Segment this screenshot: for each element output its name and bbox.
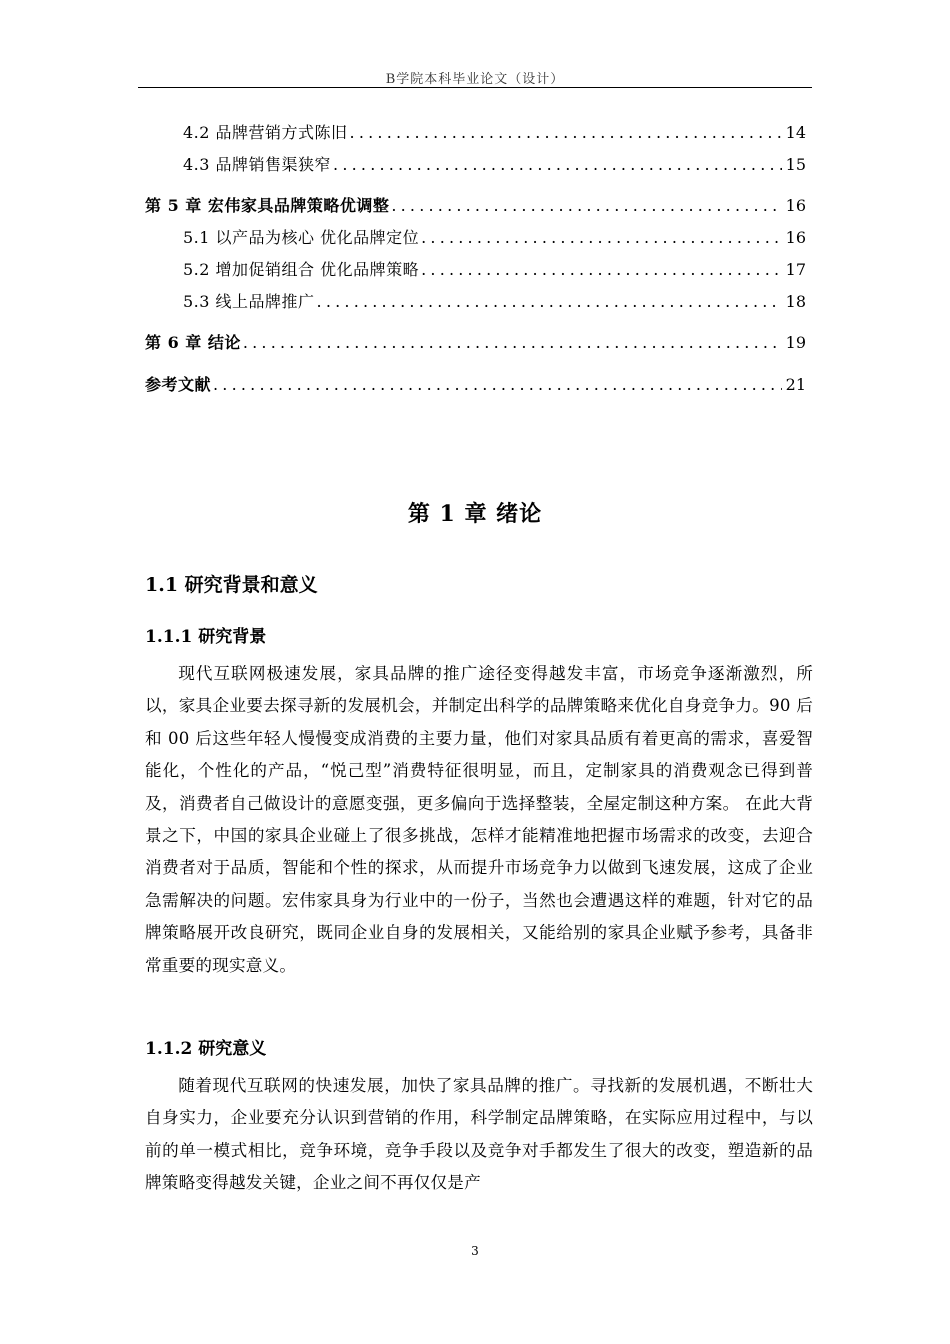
page-number: 3 bbox=[471, 1244, 479, 1258]
toc-entry-page: 21 bbox=[785, 375, 806, 394]
toc-leader-dots bbox=[333, 155, 782, 174]
toc-entry-page: 16 bbox=[785, 228, 806, 247]
toc-entry-page: 18 bbox=[785, 292, 806, 311]
body-paragraph: 现代互联网极速发展，家具品牌的推广途径变得越发丰富，市场竞争逐渐激烈，所以，家具企业要去探寻新的发展机会，并制定出科学的品牌策略来优化自身竞争力。90 后和 00 后这些年轻人慢慢变成消费的主要力量，他们对家具品质有着更高的需求，喜爱智能化，个性化的产品，“悦己型”消费特征很明显，而且，定制家具的消费观念已得到普及，消费者自己做设计的意愿变强，更多偏向于选择整装，全屋定制这种方案。 在此大背景之下，中国的家具企业碰上了很多挑战，怎样才能精准地把握市场需求的改变，去迎合消费者对于品质，智能和个性的探求，从而提升市场竞争力以做到飞速发展，这成了企业急需解决的问题。宏伟家具身为行业中的一份子，当然也会遭遇这样的难题，针对它的品牌策略展开改良研究，既同企业自身的发展相关，又能给别的家具企业赋予参考，具备非常重要的现实意义。 bbox=[145, 664, 813, 975]
toc-entry-title: 5.3 线上品牌推广 bbox=[183, 292, 315, 311]
toc-entry-page: 19 bbox=[785, 333, 806, 352]
subsection-heading: 1.1.2 研究意义 bbox=[145, 1039, 267, 1059]
toc-entry-title: 5.1 以产品为核心 优化品牌定位 bbox=[183, 228, 420, 247]
toc-entry-title: 第 6 章 结论 bbox=[145, 333, 241, 352]
header-rule bbox=[138, 87, 812, 88]
toc-entry-title: 4.3 品牌销售渠狭窄 bbox=[183, 155, 332, 174]
toc-leader-dots bbox=[350, 123, 782, 142]
toc-leader-dots bbox=[391, 196, 781, 215]
page-header: B学院本科毕业论文（设计） bbox=[385, 72, 565, 87]
toc-entry[interactable] bbox=[145, 372, 806, 396]
toc-entry[interactable] bbox=[183, 152, 806, 176]
section-heading: 1.1 研究背景和意义 bbox=[145, 574, 318, 596]
body-paragraph: 随着现代互联网的快速发展，加快了家具品牌的推广。寻找新的发展机遇，不断壮大自身实力，企业要充分认识到营销的作用，科学制定品牌策略，在实际应用过程中，与以前的单一模式相比，竞争环境，竞争手段以及竞争对手都发生了很大的改变，塑造新的品牌策略变得越发关键，企业之间不再仅仅是产 bbox=[145, 1076, 813, 1193]
toc-entry[interactable] bbox=[145, 193, 806, 217]
toc-entry-title: 4.2 品牌营销方式陈旧 bbox=[183, 123, 348, 142]
toc-leader-dots bbox=[243, 333, 782, 352]
toc-entry-title: 5.2 增加促销组合 优化品牌策略 bbox=[183, 260, 420, 279]
toc-entry-title: 第 5 章 宏伟家具品牌策略优调整 bbox=[145, 196, 390, 215]
toc-entry-title: 参考文献 bbox=[145, 375, 212, 394]
toc-entry[interactable] bbox=[183, 120, 806, 144]
toc-entry-page: 15 bbox=[785, 155, 806, 174]
toc-entry-page: 16 bbox=[785, 196, 806, 215]
toc-leader-dots bbox=[317, 292, 782, 311]
toc-entry[interactable] bbox=[183, 225, 806, 249]
toc-leader-dots bbox=[213, 375, 782, 394]
toc-leader-dots bbox=[421, 228, 782, 247]
subsection-heading: 1.1.1 研究背景 bbox=[145, 627, 267, 647]
toc-leader-dots bbox=[421, 260, 782, 279]
toc-entry[interactable] bbox=[183, 257, 806, 281]
toc-entry[interactable] bbox=[183, 289, 806, 313]
chapter-title: 第 1 章 绪论 bbox=[407, 501, 543, 527]
toc-entry[interactable] bbox=[145, 330, 806, 354]
toc-entry-page: 14 bbox=[785, 123, 806, 142]
toc-entry-page: 17 bbox=[785, 260, 806, 279]
